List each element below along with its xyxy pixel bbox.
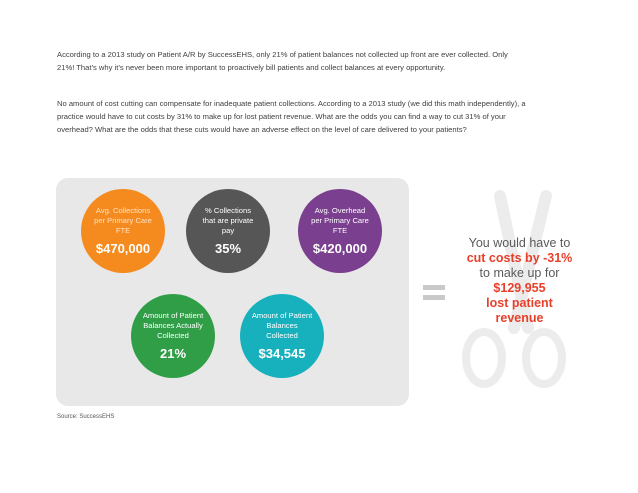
private-pay-circle <box>186 189 270 273</box>
intro-paragraph-2: No amount of cost cutting can compensate for inadequate patient collections. According to a 2013 study (we did this math independently), a practice would have to cut costs by 31% to make up for lost patient revenue. What are the odds you can find a way to cut 31% of your overhead? What are the odds that these cuts would have an adverse effect on the level of care delivered to your patients? <box>57 99 526 135</box>
avg-collections-value: $470,000 <box>95 241 151 256</box>
actually-collected-circle <box>131 294 215 378</box>
private-pay-value: 35% <box>214 241 242 256</box>
avg-overhead-circle <box>298 189 382 273</box>
actually-collected-value: 21% <box>159 346 187 361</box>
result-line-6: revenue <box>495 311 544 325</box>
balances-collected-value: $34,545 <box>258 346 306 361</box>
avg-overhead-label: Avg. Overhead per Primary Care FTE <box>311 206 369 235</box>
result-line-5: lost patient <box>486 296 553 310</box>
avg-overhead-value: $420,000 <box>312 241 368 256</box>
result-callout <box>452 236 587 326</box>
balances-collected-circle <box>240 294 324 378</box>
result-line-3: to make up for <box>479 266 560 280</box>
result-amount: $129,955 <box>493 281 546 295</box>
avg-collections-circle <box>81 189 165 273</box>
equals-icon <box>423 285 445 300</box>
result-line-1: You would have to <box>468 236 571 250</box>
avg-collections-label: Avg. Collections per Primary Care FTE <box>94 206 152 235</box>
result-line-2: cut costs by -31% <box>466 251 573 265</box>
balances-collected-label: Amount of Patient Balances Collected <box>251 311 313 340</box>
private-pay-label: % Collections that are private pay <box>202 206 254 235</box>
actually-collected-label: Amount of Patient Balances Actually Collected <box>142 311 204 340</box>
source-note: Source: SuccessEHS <box>57 414 115 420</box>
intro-paragraph-1: According to a 2013 study on Patient A/R by SuccessEHS, only 21% of patient balances not collected up front are ever collected. Only 21%! That’s why it’s never been more important to proactively bill patients and collect balances at every opportunity. <box>57 50 508 73</box>
